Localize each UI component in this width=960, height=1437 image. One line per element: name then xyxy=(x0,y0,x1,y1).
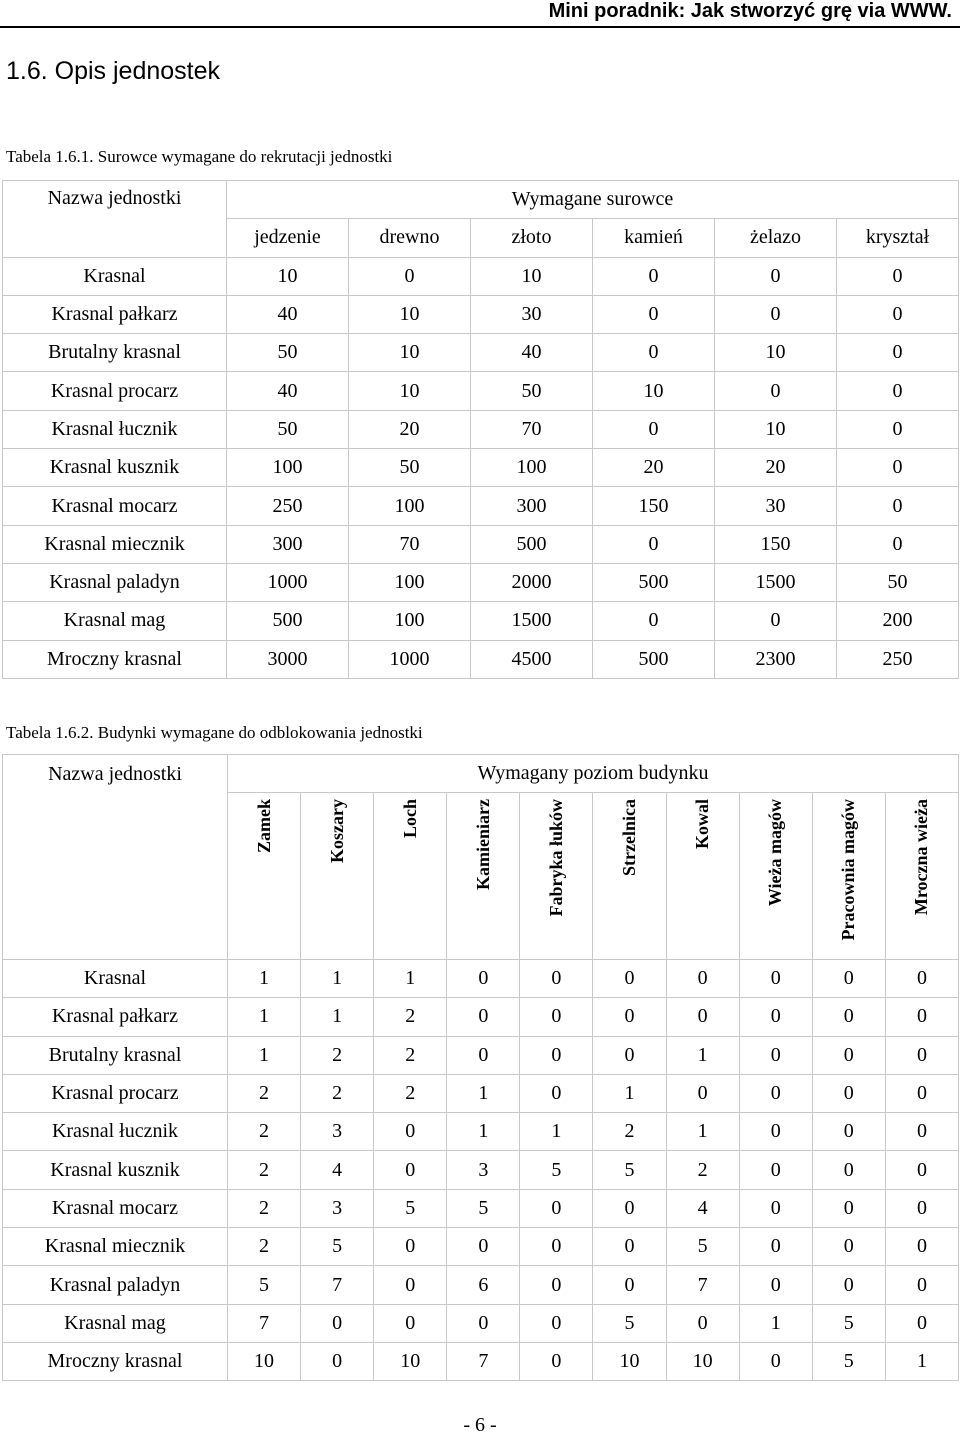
value-cell: 300 xyxy=(227,525,349,563)
unit-name-cell: Krasnal łucznik xyxy=(3,410,227,448)
value-cell: 0 xyxy=(837,334,959,372)
column-header-wieza-magow xyxy=(739,793,812,960)
value-cell: 50 xyxy=(349,449,471,487)
unit-name-header: Nazwa jednostki xyxy=(3,181,227,258)
section-title: 1.6. Opis jednostek xyxy=(6,57,221,85)
value-cell: 0 xyxy=(885,1074,958,1112)
unit-name-cell: Mroczny krasnal xyxy=(3,1342,228,1380)
table-row xyxy=(3,602,959,640)
value-cell: 6 xyxy=(447,1266,520,1304)
value-cell: 0 xyxy=(593,602,715,640)
value-cell: 0 xyxy=(593,1036,666,1074)
value-cell: 0 xyxy=(301,1342,374,1380)
value-cell: 0 xyxy=(837,449,959,487)
value-cell: 1500 xyxy=(471,602,593,640)
value-cell: 0 xyxy=(739,1189,812,1227)
value-cell: 5 xyxy=(520,1151,593,1189)
value-cell: 10 xyxy=(228,1342,301,1380)
value-cell: 3 xyxy=(301,1113,374,1151)
value-cell: 0 xyxy=(837,295,959,333)
value-cell: 0 xyxy=(520,1228,593,1266)
value-cell: 100 xyxy=(471,449,593,487)
value-cell: 10 xyxy=(715,410,837,448)
value-cell: 0 xyxy=(447,960,520,998)
value-cell: 0 xyxy=(885,1266,958,1304)
value-cell: 1 xyxy=(885,1342,958,1380)
value-cell: 1000 xyxy=(227,563,349,601)
value-cell: 0 xyxy=(885,1189,958,1227)
value-cell: 10 xyxy=(349,295,471,333)
value-cell: 2 xyxy=(301,1074,374,1112)
value-cell: 0 xyxy=(715,602,837,640)
table-row xyxy=(3,410,959,448)
table-row xyxy=(3,334,959,372)
table-row xyxy=(3,960,959,998)
value-cell: 0 xyxy=(666,998,739,1036)
value-cell: 5 xyxy=(666,1228,739,1266)
value-cell: 20 xyxy=(715,449,837,487)
value-cell: 0 xyxy=(520,960,593,998)
buildings-table xyxy=(2,754,959,1381)
column-header-fabryka-lukow xyxy=(520,793,593,960)
value-cell: 0 xyxy=(812,998,885,1036)
value-cell: 0 xyxy=(739,1074,812,1112)
unit-name-cell: Krasnal xyxy=(3,960,228,998)
value-cell: 0 xyxy=(715,372,837,410)
table-row xyxy=(3,525,959,563)
unit-name-cell: Krasnal mag xyxy=(3,602,227,640)
column-header-label: Pracownia magów xyxy=(838,799,859,941)
value-cell: 1 xyxy=(301,998,374,1036)
table-row xyxy=(3,1189,959,1227)
value-cell: 5 xyxy=(593,1304,666,1342)
value-cell: 2 xyxy=(301,1036,374,1074)
table-row xyxy=(3,295,959,333)
value-cell: 0 xyxy=(837,410,959,448)
column-header-koszary xyxy=(301,793,374,960)
value-cell: 1 xyxy=(228,960,301,998)
value-cell: 10 xyxy=(349,334,471,372)
value-cell: 500 xyxy=(471,525,593,563)
column-header-kamien: kamień xyxy=(593,219,715,257)
value-cell: 2 xyxy=(374,1074,447,1112)
unit-name-cell: Krasnal mag xyxy=(3,1304,228,1342)
value-cell: 2 xyxy=(374,1036,447,1074)
value-cell: 0 xyxy=(837,487,959,525)
value-cell: 0 xyxy=(520,1266,593,1304)
value-cell: 0 xyxy=(666,960,739,998)
value-cell: 0 xyxy=(520,1304,593,1342)
column-header-jedzenie: jedzenie xyxy=(227,219,349,257)
value-cell: 0 xyxy=(885,1151,958,1189)
value-cell: 0 xyxy=(739,1151,812,1189)
value-cell: 4 xyxy=(301,1151,374,1189)
value-cell: 150 xyxy=(593,487,715,525)
value-cell: 1 xyxy=(447,1113,520,1151)
value-cell: 4500 xyxy=(471,640,593,678)
value-cell: 4 xyxy=(666,1189,739,1227)
column-header-label: Wieża magów xyxy=(765,799,786,907)
value-cell: 0 xyxy=(739,998,812,1036)
value-cell: 0 xyxy=(593,295,715,333)
column-header-label: Fabryka łuków xyxy=(545,799,566,917)
running-header xyxy=(0,0,960,28)
value-cell: 2 xyxy=(228,1113,301,1151)
value-cell: 30 xyxy=(471,295,593,333)
value-cell: 0 xyxy=(885,1304,958,1342)
value-cell: 100 xyxy=(349,563,471,601)
value-cell: 0 xyxy=(837,257,959,295)
value-cell: 0 xyxy=(812,1113,885,1151)
value-cell: 0 xyxy=(374,1266,447,1304)
value-cell: 0 xyxy=(447,1036,520,1074)
page-number: - 6 - xyxy=(463,1414,497,1436)
value-cell: 150 xyxy=(715,525,837,563)
value-cell: 50 xyxy=(227,334,349,372)
value-cell: 7 xyxy=(447,1342,520,1380)
value-cell: 2 xyxy=(593,1113,666,1151)
value-cell: 7 xyxy=(228,1304,301,1342)
value-cell: 5 xyxy=(593,1151,666,1189)
value-cell: 0 xyxy=(374,1113,447,1151)
value-cell: 0 xyxy=(739,1036,812,1074)
value-cell: 0 xyxy=(349,257,471,295)
table-row xyxy=(3,1342,959,1380)
column-header-label: Koszary xyxy=(326,799,347,863)
value-cell: 10 xyxy=(593,372,715,410)
value-cell: 2 xyxy=(228,1151,301,1189)
value-cell: 2 xyxy=(228,1074,301,1112)
table-row xyxy=(3,998,959,1036)
value-cell: 2 xyxy=(666,1151,739,1189)
value-cell: 250 xyxy=(837,640,959,678)
column-header-drewno: drewno xyxy=(349,219,471,257)
unit-name-cell: Krasnal miecznik xyxy=(3,525,227,563)
value-cell: 0 xyxy=(374,1228,447,1266)
value-cell: 0 xyxy=(885,1228,958,1266)
value-cell: 500 xyxy=(593,563,715,601)
value-cell: 100 xyxy=(227,449,349,487)
value-cell: 20 xyxy=(593,449,715,487)
value-cell: 0 xyxy=(593,1266,666,1304)
value-cell: 0 xyxy=(739,960,812,998)
table-row xyxy=(3,1304,959,1342)
column-header-mroczna-wieza xyxy=(885,793,958,960)
value-cell: 0 xyxy=(885,1036,958,1074)
value-cell: 0 xyxy=(520,1036,593,1074)
value-cell: 0 xyxy=(520,998,593,1036)
value-cell: 0 xyxy=(812,1151,885,1189)
unit-name-cell: Krasnal paladyn xyxy=(3,563,227,601)
unit-name-cell: Krasnal kusznik xyxy=(3,1151,228,1189)
value-cell: 1 xyxy=(228,998,301,1036)
column-header-zamek xyxy=(228,793,301,960)
value-cell: 10 xyxy=(471,257,593,295)
value-cell: 1 xyxy=(447,1074,520,1112)
value-cell: 2000 xyxy=(471,563,593,601)
unit-name-cell: Krasnal pałkarz xyxy=(3,998,228,1036)
value-cell: 0 xyxy=(447,1304,520,1342)
value-cell: 500 xyxy=(593,640,715,678)
value-cell: 7 xyxy=(301,1266,374,1304)
unit-name-cell: Krasnal łucznik xyxy=(3,1113,228,1151)
value-cell: 1 xyxy=(301,960,374,998)
value-cell: 200 xyxy=(837,602,959,640)
unit-name-cell: Brutalny krasnal xyxy=(3,334,227,372)
value-cell: 10 xyxy=(349,372,471,410)
value-cell: 40 xyxy=(227,372,349,410)
value-cell: 0 xyxy=(885,1113,958,1151)
value-cell: 0 xyxy=(715,295,837,333)
value-cell: 10 xyxy=(593,1342,666,1380)
value-cell: 0 xyxy=(520,1189,593,1227)
table1-caption: Tabela 1.6.1. Surowce wymagane do rekrutacji jednostki xyxy=(6,147,393,166)
value-cell: 0 xyxy=(520,1342,593,1380)
table2-caption: Tabela 1.6.2. Budynki wymagane do odblokowania jednostki xyxy=(6,723,423,742)
unit-name-cell: Krasnal kusznik xyxy=(3,449,227,487)
value-cell: 10 xyxy=(374,1342,447,1380)
table-row xyxy=(3,1113,959,1151)
value-cell: 2 xyxy=(228,1228,301,1266)
column-header-label: Zamek xyxy=(253,799,274,853)
resources-group-header: Wymagane surowce xyxy=(227,181,959,219)
value-cell: 3 xyxy=(301,1189,374,1227)
value-cell: 0 xyxy=(739,1342,812,1380)
value-cell: 1 xyxy=(228,1036,301,1074)
table-row xyxy=(3,640,959,678)
value-cell: 0 xyxy=(593,1189,666,1227)
value-cell: 0 xyxy=(812,1228,885,1266)
value-cell: 7 xyxy=(666,1266,739,1304)
table-row xyxy=(3,257,959,295)
value-cell: 0 xyxy=(520,1074,593,1112)
value-cell: 100 xyxy=(349,602,471,640)
value-cell: 0 xyxy=(301,1304,374,1342)
value-cell: 50 xyxy=(227,410,349,448)
column-header-label: Mroczna wieża xyxy=(911,799,932,916)
value-cell: 0 xyxy=(593,960,666,998)
document-title: Mini poradnik: Jak stworzyć grę via WWW. xyxy=(548,0,952,22)
column-header-kowal xyxy=(666,793,739,960)
value-cell: 5 xyxy=(301,1228,374,1266)
value-cell: 1 xyxy=(739,1304,812,1342)
value-cell: 0 xyxy=(812,1074,885,1112)
unit-name-cell: Krasnal miecznik xyxy=(3,1228,228,1266)
value-cell: 250 xyxy=(227,487,349,525)
value-cell: 0 xyxy=(374,1151,447,1189)
column-header-label: Kowal xyxy=(692,799,713,850)
value-cell: 50 xyxy=(471,372,593,410)
column-header-strzelnica xyxy=(593,793,666,960)
value-cell: 5 xyxy=(228,1266,301,1304)
table-row xyxy=(3,1074,959,1112)
value-cell: 30 xyxy=(715,487,837,525)
column-header-krysztal: kryształ xyxy=(837,219,959,257)
table-row xyxy=(3,1151,959,1189)
value-cell: 0 xyxy=(837,525,959,563)
value-cell: 0 xyxy=(739,1228,812,1266)
value-cell: 1 xyxy=(374,960,447,998)
value-cell: 0 xyxy=(837,372,959,410)
table-row xyxy=(3,1266,959,1304)
unit-name-cell: Krasnal pałkarz xyxy=(3,295,227,333)
value-cell: 2300 xyxy=(715,640,837,678)
value-cell: 0 xyxy=(715,257,837,295)
value-cell: 0 xyxy=(885,960,958,998)
value-cell: 0 xyxy=(374,1304,447,1342)
resources-table xyxy=(2,180,959,679)
unit-name-cell: Krasnal procarz xyxy=(3,1074,228,1112)
value-cell: 0 xyxy=(593,998,666,1036)
unit-name-cell: Krasnal mocarz xyxy=(3,1189,228,1227)
value-cell: 0 xyxy=(593,334,715,372)
unit-name-cell: Krasnal paladyn xyxy=(3,1266,228,1304)
unit-name-cell: Krasnal procarz xyxy=(3,372,227,410)
column-header-loch xyxy=(374,793,447,960)
value-cell: 100 xyxy=(349,487,471,525)
unit-name-cell: Krasnal mocarz xyxy=(3,487,227,525)
table-row xyxy=(3,1036,959,1074)
value-cell: 0 xyxy=(593,1228,666,1266)
buildings-group-header: Wymagany poziom budynku xyxy=(228,755,959,793)
value-cell: 0 xyxy=(666,1074,739,1112)
value-cell: 70 xyxy=(349,525,471,563)
value-cell: 500 xyxy=(227,602,349,640)
value-cell: 10 xyxy=(715,334,837,372)
value-cell: 0 xyxy=(885,998,958,1036)
column-header-zloto: złoto xyxy=(471,219,593,257)
value-cell: 0 xyxy=(812,1266,885,1304)
value-cell: 1 xyxy=(593,1074,666,1112)
value-cell: 0 xyxy=(739,1266,812,1304)
value-cell: 70 xyxy=(471,410,593,448)
value-cell: 0 xyxy=(447,998,520,1036)
value-cell: 0 xyxy=(812,1036,885,1074)
value-cell: 1 xyxy=(666,1036,739,1074)
value-cell: 5 xyxy=(812,1304,885,1342)
column-header-label: Loch xyxy=(399,799,420,839)
value-cell: 3 xyxy=(447,1151,520,1189)
value-cell: 1000 xyxy=(349,640,471,678)
value-cell: 5 xyxy=(447,1189,520,1227)
value-cell: 1 xyxy=(666,1113,739,1151)
value-cell: 5 xyxy=(374,1189,447,1227)
column-header-label: Strzelnica xyxy=(619,799,640,876)
unit-name-cell: Krasnal xyxy=(3,257,227,295)
value-cell: 0 xyxy=(593,525,715,563)
value-cell: 50 xyxy=(837,563,959,601)
value-cell: 0 xyxy=(812,960,885,998)
table-row xyxy=(3,563,959,601)
table-row xyxy=(3,1228,959,1266)
value-cell: 2 xyxy=(374,998,447,1036)
table-row xyxy=(3,487,959,525)
value-cell: 2 xyxy=(228,1189,301,1227)
value-cell: 40 xyxy=(471,334,593,372)
value-cell: 1 xyxy=(520,1113,593,1151)
column-header-kamieniarz xyxy=(447,793,520,960)
value-cell: 5 xyxy=(812,1342,885,1380)
value-cell: 0 xyxy=(812,1189,885,1227)
value-cell: 40 xyxy=(227,295,349,333)
unit-name-header: Nazwa jednostki xyxy=(3,755,228,960)
column-header-pracownia-magow xyxy=(812,793,885,960)
table-row xyxy=(3,449,959,487)
table-row xyxy=(3,372,959,410)
value-cell: 0 xyxy=(447,1228,520,1266)
column-header-zelazo: żelazo xyxy=(715,219,837,257)
value-cell: 0 xyxy=(666,1304,739,1342)
value-cell: 300 xyxy=(471,487,593,525)
value-cell: 3000 xyxy=(227,640,349,678)
value-cell: 10 xyxy=(227,257,349,295)
unit-name-cell: Mroczny krasnal xyxy=(3,640,227,678)
value-cell: 1500 xyxy=(715,563,837,601)
unit-name-cell: Brutalny krasnal xyxy=(3,1036,228,1074)
value-cell: 10 xyxy=(666,1342,739,1380)
column-header-label: Kamieniarz xyxy=(472,799,493,890)
value-cell: 0 xyxy=(593,257,715,295)
value-cell: 0 xyxy=(739,1113,812,1151)
value-cell: 20 xyxy=(349,410,471,448)
value-cell: 0 xyxy=(593,410,715,448)
